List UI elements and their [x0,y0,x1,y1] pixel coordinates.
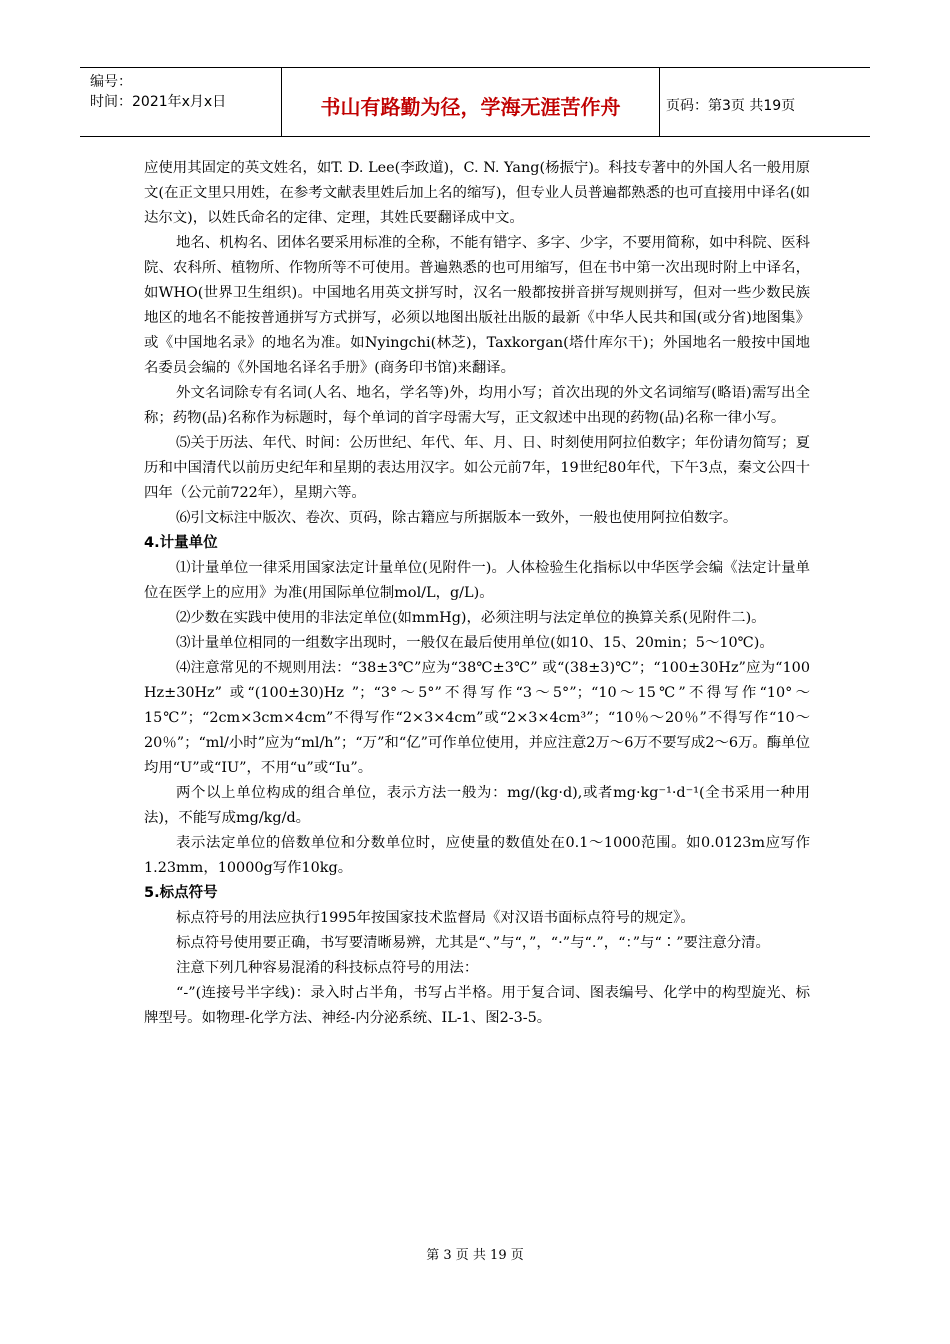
paragraph: ⑵少数在实践中使用的非法定单位(如mmHg)，必须注明与法定单位的换算关系(见附件二)。 [176,610,766,626]
paragraph: 地名、机构名、团体名要采用标准的全称，不能有错字、多字、少字，不要用简称，如中科院、医科院、农科所、植物所、作物所等不可使用。普遍熟悉的也可用缩写，但在书中第一次出现时附上中译名，如WHO(世界卫生组织)。中国地名用英文拼写时，汉名一般都按拼音拼写规则拼写，但对一些少数民族地区的地名不能按普通拼写方式拼写，必须以地图出版社出版的最新《中华人民共和国(或分省)地图集》或《中国地名录》的地名为准。如Nyingchi(林芝)，Taxkorgan(塔什库尔干)；外国地名一般按中国地名委员会编的《外国地名译名手册》(商务印书馆)来翻译。 [144,235,810,376]
paragraph: ⑶计量单位相同的一组数字出现时，一般仅在最后使用单位(如10、15、20min；5～10℃)。 [176,635,774,651]
paragraph: 标点符号使用要正确，书写要清晰易辨，尤其是“、”与“，”，“·”与“.”，“：”与“∶”要注意分清。 [176,935,770,951]
header-number: 编号： [90,74,132,90]
header-time: 时间：2021年x月x日 [90,94,227,110]
header-meta [80,68,282,136]
paragraph: 应使用其固定的英文姓名，如T. D. Lee(李政道)，C. N. Yang(杨振宁)。科技专著中的外国人名一般用原文(在正文里只用姓，在参考文献表里姓后加上名的缩写)，但专业人员普遍都熟悉的也可直接用中译名(如达尔文)，以姓氏命名的定律、定理，其姓氏要翻译成中文。 [144,160,810,226]
paragraph: 标点符号的用法应执行1995年按国家技术监督局《对汉语书面标点符号的规定》。 [176,910,695,926]
document-body [144,156,810,1031]
paragraph: 外文名词除专有名词(人名、地名，学名等)外，均用小写；首次出现的外文名词缩写(略语)需写出全称；药物(品)名称作为标题时，每个单词的首字母需大写，正文叙述中出现的药物(品)名称一律小写。 [144,385,810,426]
paragraph: 注意下列几种容易混淆的科技标点符号的用法： [176,960,479,976]
page-footer: 第 3 页 共 19 页 [426,1248,524,1263]
paragraph: ⑸关于历法、年代、时间：公历世纪、年代、年、月、日、时刻使用阿拉伯数字；年份请勿简写；夏历和中国清代以前历史纪年和星期的表达用汉字。如公元前7年，19世纪80年代，下午3点，秦文公四十四年（公元前722年），星期六等。 [144,435,810,501]
paragraph: 表示法定单位的倍数单位和分数单位时，应使量的数值处在0.1～1000范围。如0.0123m应写作1.23mm，10000g写作10kg。 [144,835,810,876]
paragraph: ⑴计量单位一律采用国家法定计量单位(见附件一)。人体检验生化指标以中华医学会编《法定计量单位在医学上的应用》为准(用国际单位制mol/L，g/L)。 [144,560,810,601]
header-page-number: 页码：第3页 共19页 [666,98,796,114]
section-heading: 5.标点符号 [144,885,218,901]
page-header [80,67,870,137]
section-heading: 4.计量单位 [144,535,218,551]
paragraph: “-”(连接号半字线)：录入时占半角，书写占半格。用于复合词、图表编号、化学中的构型旋光、标牌型号。如物理-化学方法、神经-内分泌系统、IL-1、图2-3-5。 [144,985,810,1026]
paragraph: ⑷注意常见的不规则用法：“38±3℃”应为“38℃±3℃” 或“(38±3)℃”；“100±30Hz”应为“100 Hz±30Hz” 或“(100±30)Hz ”；“3°～5°”不得写作“3～5°”；“10～15℃”不得写作“10°～15℃”；“2cm×3cm×4cm”不得写作“2×3×4cm”或“2×3×4cm³”；“10％～20％”不得写作“10～20％”；“ml/小时”应为“ml/h”；“万”和“亿”可作单位使用，并应注意2万～6万不要写成2～6万。酶单位均用“U”或“IU”，不用“u”或“Iu”。 [144,660,810,776]
paragraph: ⑹引文标注中版次、卷次、页码，除古籍应与所据版本一致外，一般也使用阿拉伯数字。 [176,510,738,526]
header-motto: 书山有路勤为径，学海无涯苦作舟 [282,68,660,136]
paragraph: 两个以上单位构成的组合单位，表示方法一般为：mg/(kg·d),或者mg·kg⁻¹·d⁻¹(全书采用一种用法)，不能写成mg/kg/d。 [144,785,810,826]
